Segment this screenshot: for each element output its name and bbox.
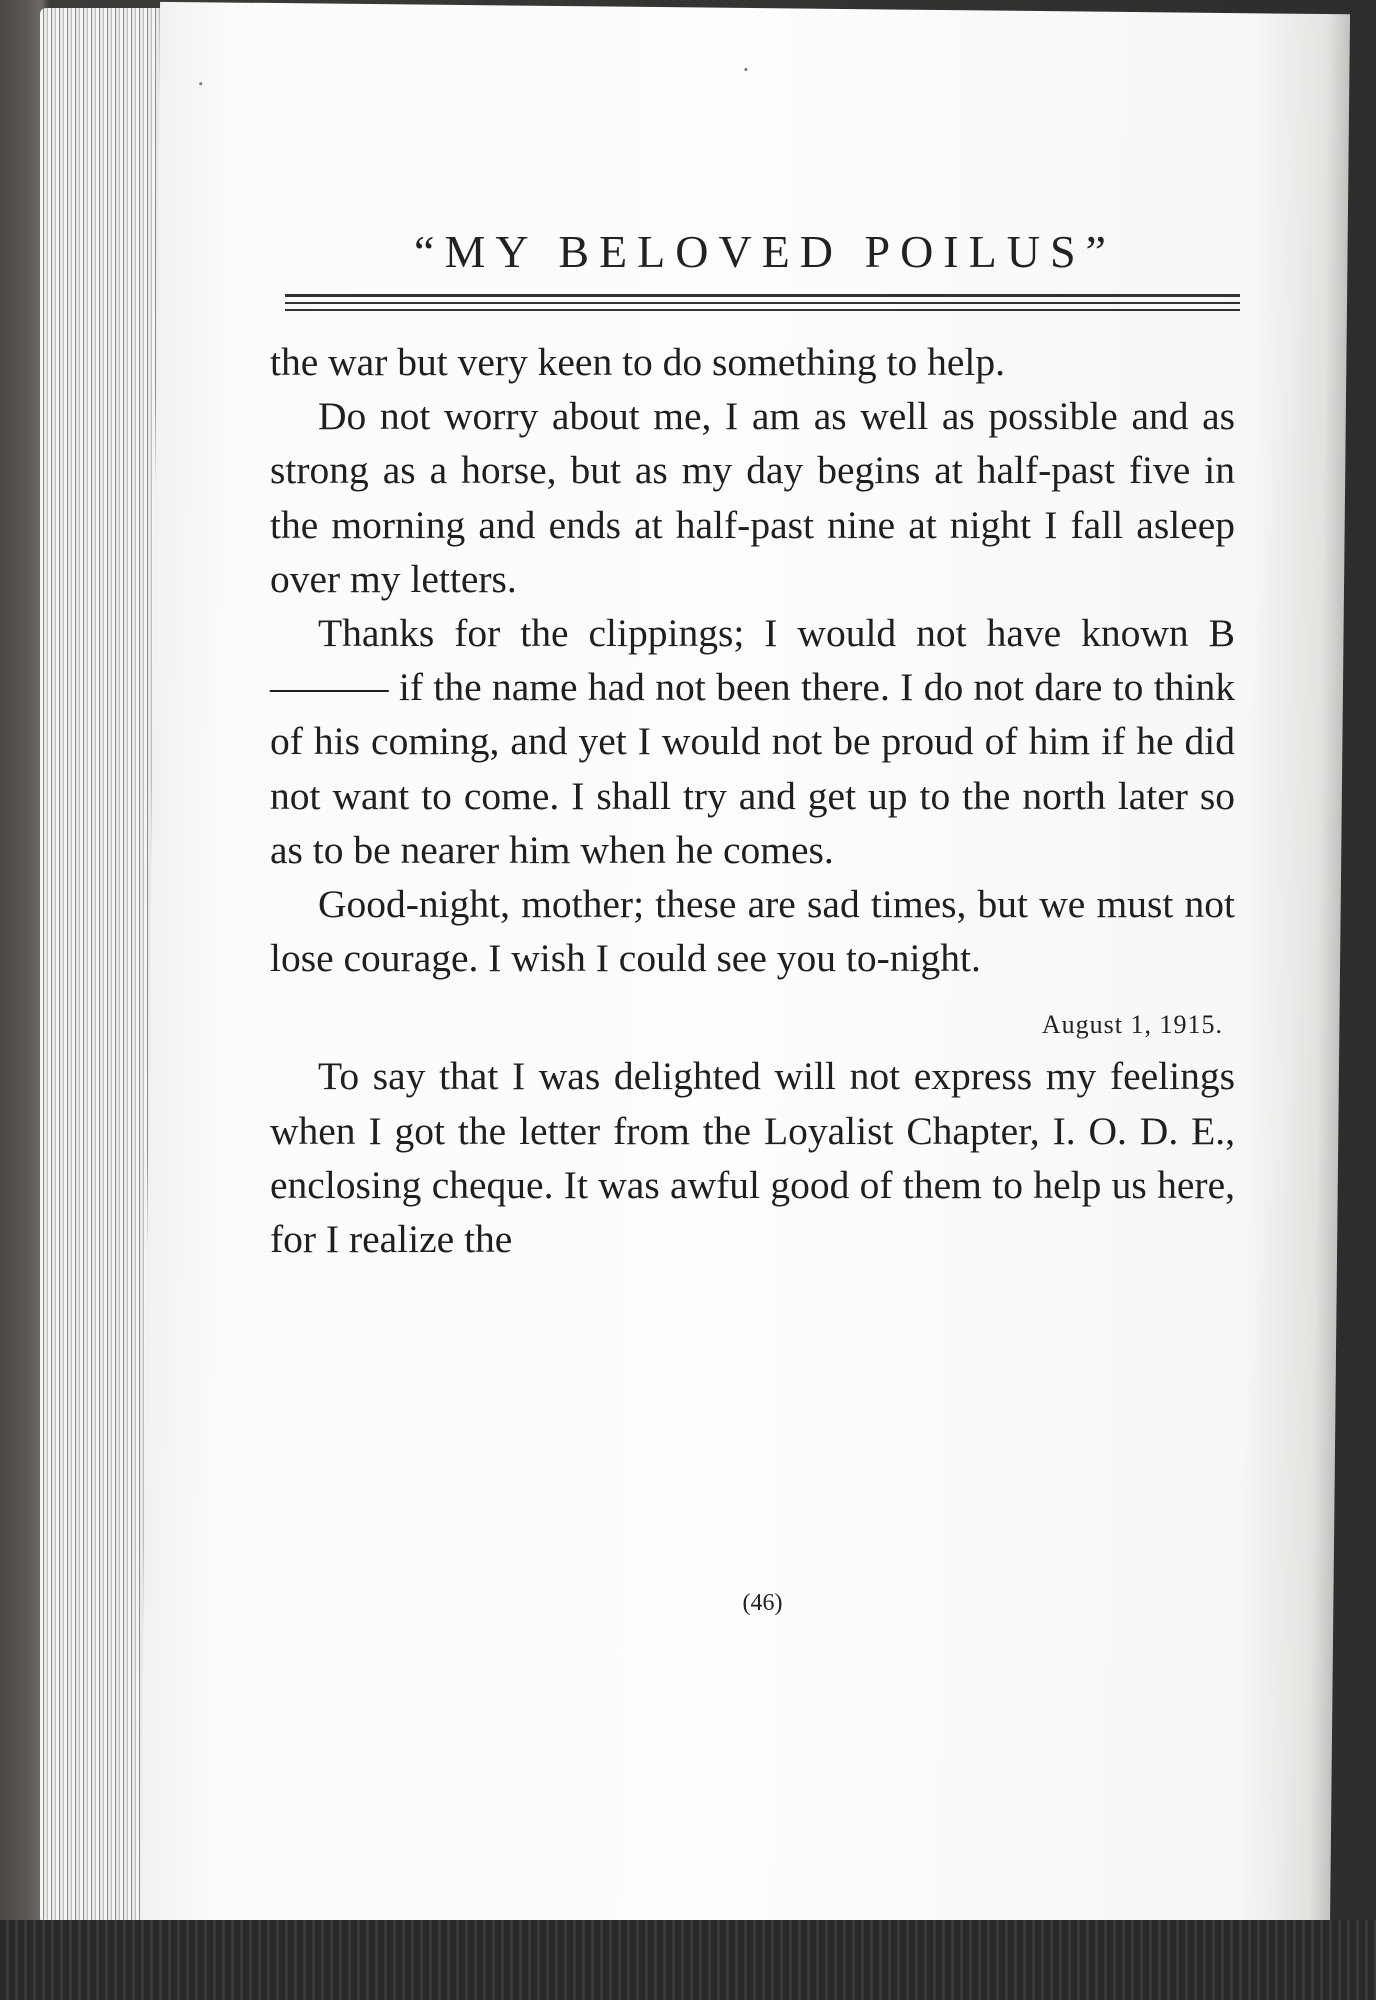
page-fold-shadow <box>1308 14 1350 1934</box>
running-head: “MY BELOVED POILUS” <box>414 226 1116 277</box>
paragraph: To say that I was delighted will not express my feelings when I got the letter from the Loyalist Chapter, I. O. D. E., enclosing cheque. It was awful good of them to help us here, for I realize the <box>270 1054 1235 1262</box>
paper-speck <box>199 82 202 85</box>
header-rule <box>285 294 1240 297</box>
body-text <box>270 335 1235 1266</box>
header-rule <box>285 309 1240 311</box>
paragraph: the war but very keen to do something to help. <box>270 340 1005 384</box>
page-number: (46) <box>742 1590 783 1616</box>
letter-dateline: August 1, 1915. <box>1041 1010 1223 1040</box>
paragraph: Do not worry about me, I am as well as possible and as strong as a horse, but as my day begins at half-past five in the morning and ends at half-past nine at night I fall asleep over my letters. <box>270 394 1235 601</box>
paragraph: Thanks for the clippings; I would not have known B——— if the name had not been there. I do not dare to think of his coming, and yet I would not be proud of him if he did not want to come. I shall try and get up to the north later so as to be nearer him when he comes. <box>270 611 1235 872</box>
paper-speck <box>744 68 747 71</box>
scan-bottom-edge <box>0 1920 1376 2000</box>
paragraph: Good-night, mother; these are sad times, but we must not lose courage. I wish I could see you to-night. <box>270 882 1235 981</box>
header-rule <box>285 302 1240 304</box>
